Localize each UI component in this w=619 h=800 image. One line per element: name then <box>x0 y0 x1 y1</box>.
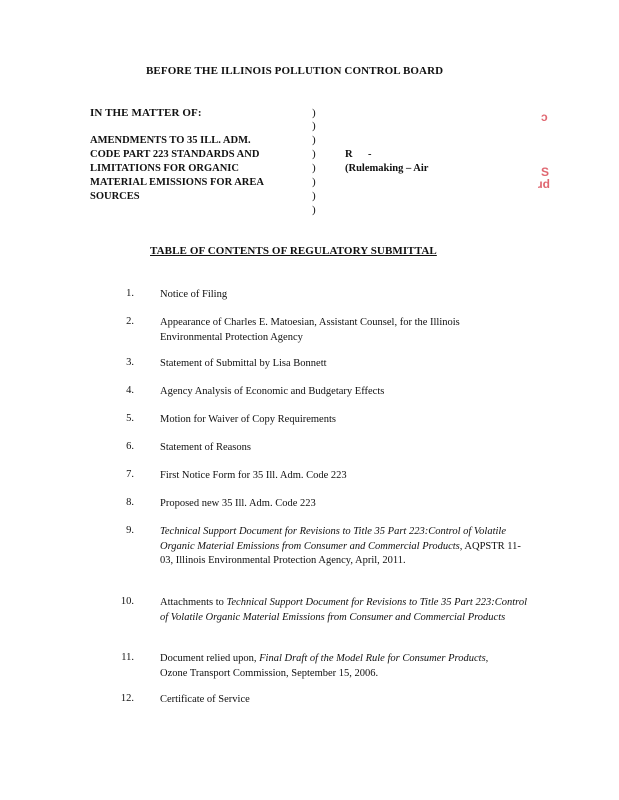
toc-item-number: 5. <box>126 413 134 424</box>
toc-item-number: 4. <box>126 385 134 396</box>
toc-item-number: 8. <box>126 497 134 508</box>
toc-item-text-tail: AQPSTR 11-03, Illinois Environmental Protection Agency, April, 2011. <box>160 540 521 566</box>
toc-item-text: Notice of Filing <box>160 289 228 300</box>
paren-mark: ) <box>312 107 316 119</box>
toc-item-text: Certificate of Service <box>160 694 250 705</box>
caption-line-1: AMENDMENTS TO 35 ILL. ADM. <box>90 135 251 146</box>
paren-mark: ) <box>312 134 316 146</box>
toc-item-text-lead: Attachments to <box>160 597 227 608</box>
paren-mark: ) <box>312 176 316 188</box>
docket-dash: - <box>368 149 372 160</box>
stamp-fragment-bottom: ɹd <box>538 177 550 191</box>
toc-item-text: Appearance of Charles E. Matoesian, Assistant Counsel, for the Illinois Environmental Protection Agency <box>160 317 460 343</box>
caption-line-4: MATERIAL EMISSIONS FOR AREA <box>90 177 264 188</box>
toc-item-number: 3. <box>126 357 134 368</box>
toc-item-number: 10. <box>120 596 134 607</box>
toc-item-text: Statement of Submittal by Lisa Bonnett <box>160 358 327 369</box>
toc-item-number: 12. <box>120 693 134 704</box>
toc-item-text: Agency Analysis of Economic and Budgetary Effects <box>160 386 385 397</box>
caption-line-3: LIMITATIONS FOR ORGANIC <box>90 163 239 174</box>
paren-mark: ) <box>312 162 316 174</box>
toc-item-text-tail: Ozone Transport Commission, September 15, 2006. <box>160 667 379 679</box>
paren-mark: ) <box>312 120 316 132</box>
stamp-fragment-mid: S <box>541 165 550 179</box>
docket-prefix: R <box>345 149 353 160</box>
stamp-fragment-top: ɔ <box>541 110 548 124</box>
toc-item-text: Statement of Reasons <box>160 442 251 453</box>
toc-item-text <box>160 652 505 681</box>
toc-item-number: 6. <box>126 441 134 452</box>
toc-item-number: 11. <box>121 652 134 663</box>
rulemaking-label: (Rulemaking – Air <box>345 163 429 174</box>
toc-item-text: First Notice Form for 35 Ill. Adm. Code 223 <box>160 470 347 481</box>
toc-item-number: 7. <box>126 469 134 480</box>
toc-item-text <box>160 525 530 569</box>
paren-mark: ) <box>312 148 316 160</box>
toc-item-number: 1. <box>126 288 134 299</box>
toc-item-text: Proposed new 35 Ill. Adm. Code 223 <box>160 498 316 509</box>
caption-line-2: CODE PART 223 STANDARDS AND <box>90 149 260 160</box>
toc-item-title-italic: Technical Support Document for Revisions to Title 35 Part 223:Control of Volatile Organic Material Emissions from Consumer and Commercial Products <box>160 597 528 623</box>
paren-mark: ) <box>312 204 316 216</box>
toc-item-text-lead: Document relied upon, <box>160 653 260 664</box>
toc-item-text: Motion for Waiver of Copy Requirements <box>160 414 336 425</box>
paren-mark: ) <box>312 190 316 202</box>
caption-line-5: SOURCES <box>90 191 140 202</box>
toc-item-title-italic: Final Draft of the Model Rule for Consumer Products, <box>259 653 489 664</box>
board-title: BEFORE THE ILLINOIS POLLUTION CONTROL BOARD <box>146 65 444 77</box>
toc-item-number: 9. <box>126 525 134 536</box>
toc-item-title-italic: Technical Support Document for Revisions to Title 35 Part 223:Control of Volatile Organic Material Emissions from Consumer and Commercial Products, <box>160 526 507 552</box>
matter-label: IN THE MATTER OF: <box>90 107 202 119</box>
toc-title: TABLE OF CONTENTS OF REGULATORY SUBMITTAL <box>150 245 437 257</box>
toc-item-text <box>160 596 532 625</box>
toc-item-number: 2. <box>126 316 134 327</box>
